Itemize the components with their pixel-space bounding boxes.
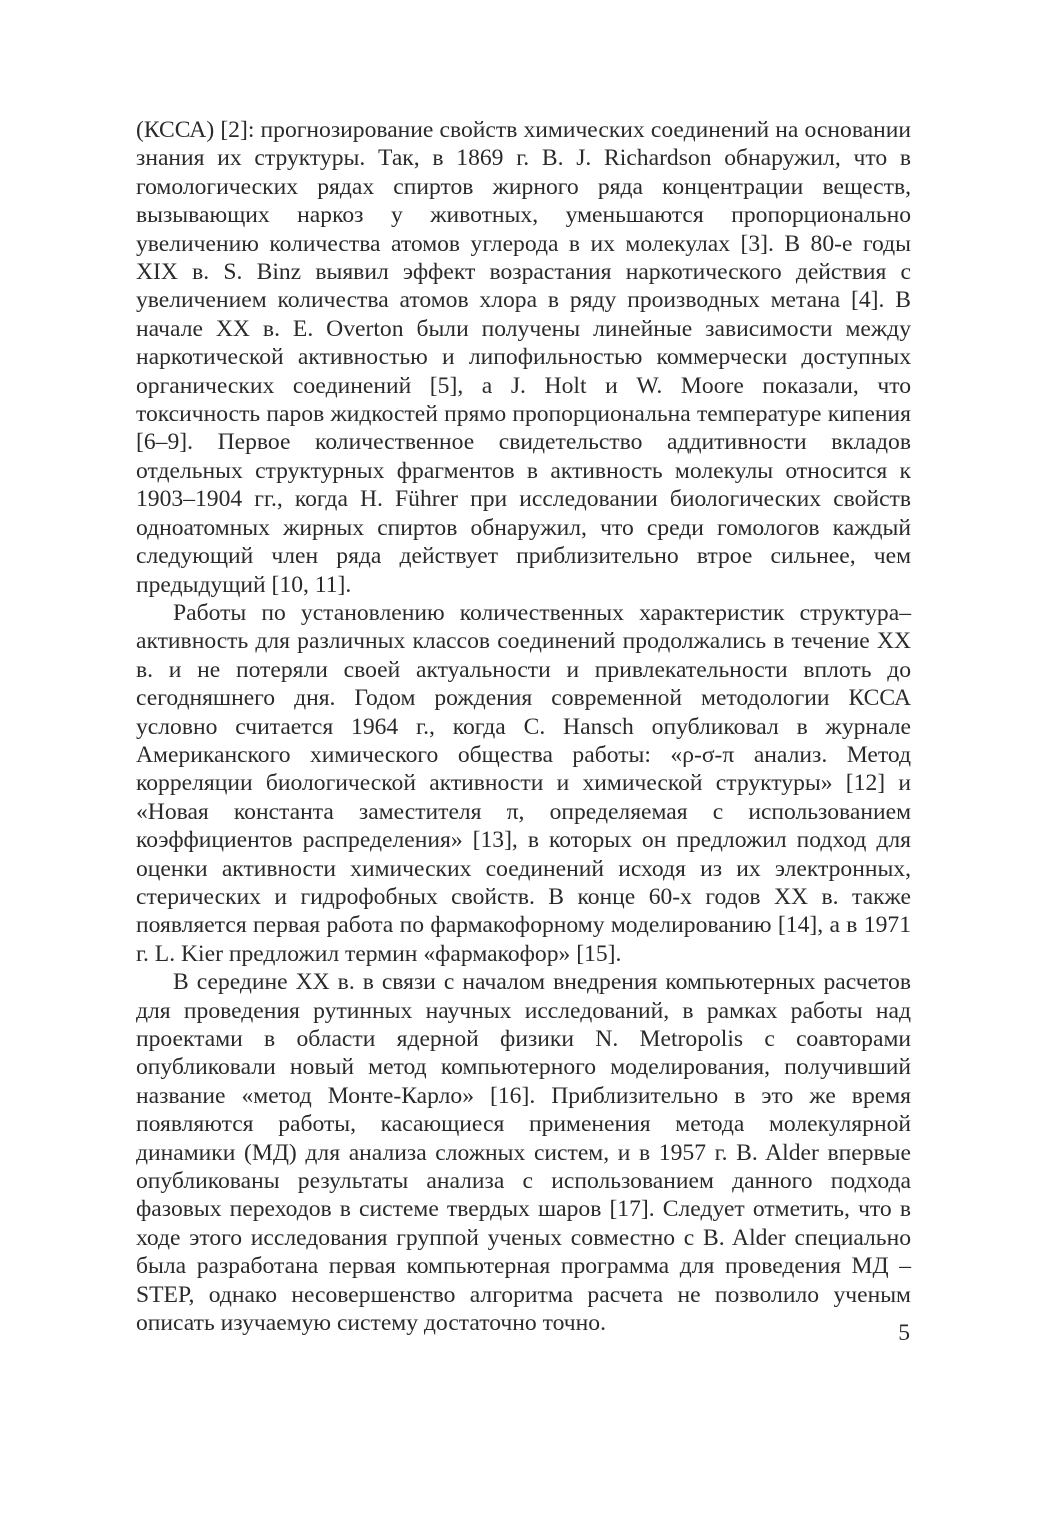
paragraph-continuation: (КССА) [2]: прогнозирование свойств химических соединений на основании знания их структуры. Так, в 1869 г. B. J. Richardson обнаружил, что в гомологических рядах спиртов жирного ряда концентрации веществ, вызывающих наркоз у животных, уменьшаются пропорционально увеличению количества атомов углерода в их молекулах [3]. В 80-е годы XIX в. S. Binz выявил эффект возрастания наркотического действия с увеличением количества атомов хлора в ряду производных метана [4]. В начале XX в. E. Overton были получены линейные зависимости между наркотической активностью и липофильностью коммерчески доступных органических соединений [5], а J. Holt и W. Moore показали, что токсичность паров жидкостей прямо пропорциональна температуре кипения [6–9]. Первое количественное свидетельство аддитивности вкладов отдельных структурных фрагментов в активность молекулы относится к 1903–1904 гг., когда H. Führer при исследовании биологических свойств одноатомных жирных спиртов обнаружил, что среди гомологов каждый следующий член ряда действует приблизительно втрое сильнее, чем предыдущий [10, 11].: [136, 117, 911, 598]
paragraph-computer-modeling: В середине XX в. в связи с началом внедрения компьютерных расчетов для проведения рутинных научных исследований, в рамках работы над проектами в области ядерной физики N. Metropolis с соавторами опубликовали новый метод компьютерного моделирования, получивший название «метод Монте-Карло» [16]. Приблизительно в это же время появляются работы, касающиеся применения метода молекулярной динамики (МД) для анализа сложных систем, и в 1957 г. B. Alder впервые опубликованы результаты анализа с использованием данного подхода фазовых переходов в системе твердых шаров [17]. Следует отметить, что в ходе этого исследования группой ученых совместно с B. Alder специально была разработана первая компьютерная программа для проведения МД – STEP, однако несовершенство алгоритма расчета не позволило ученым описать изучаемую систему достаточно точно.: [136, 969, 911, 1337]
paragraph-qsar-history: Работы по установлению количественных характеристик структура–активность для различных классов соединений продолжались в течение XX в. и не потеряли своей актуальности и привлекательности вплоть до сегодняшнего дня. Годом рождения современной методологии КССА условно считается 1964 г., когда C. Hansch опубликовал в журнале Американского химического общества работы: «ρ-σ-π анализ. Метод корреляции биологической активности и химической структуры» [12] и «Новая константа заместителя π, определяемая с использованием коэффициентов распределения» [13], в которых он предложил подход для оценки активности химических соединений исходя из их электронных, стерических и гидрофобных свойств. В конце 60-х годов XX в. также появляется первая работа по фармакофорному моделированию [14], а в 1971 г. L. Kier предложил термин «фармакофор» [15].: [136, 599, 911, 967]
body-text: [136, 116, 911, 1337]
page-number: 5: [898, 1320, 910, 1346]
